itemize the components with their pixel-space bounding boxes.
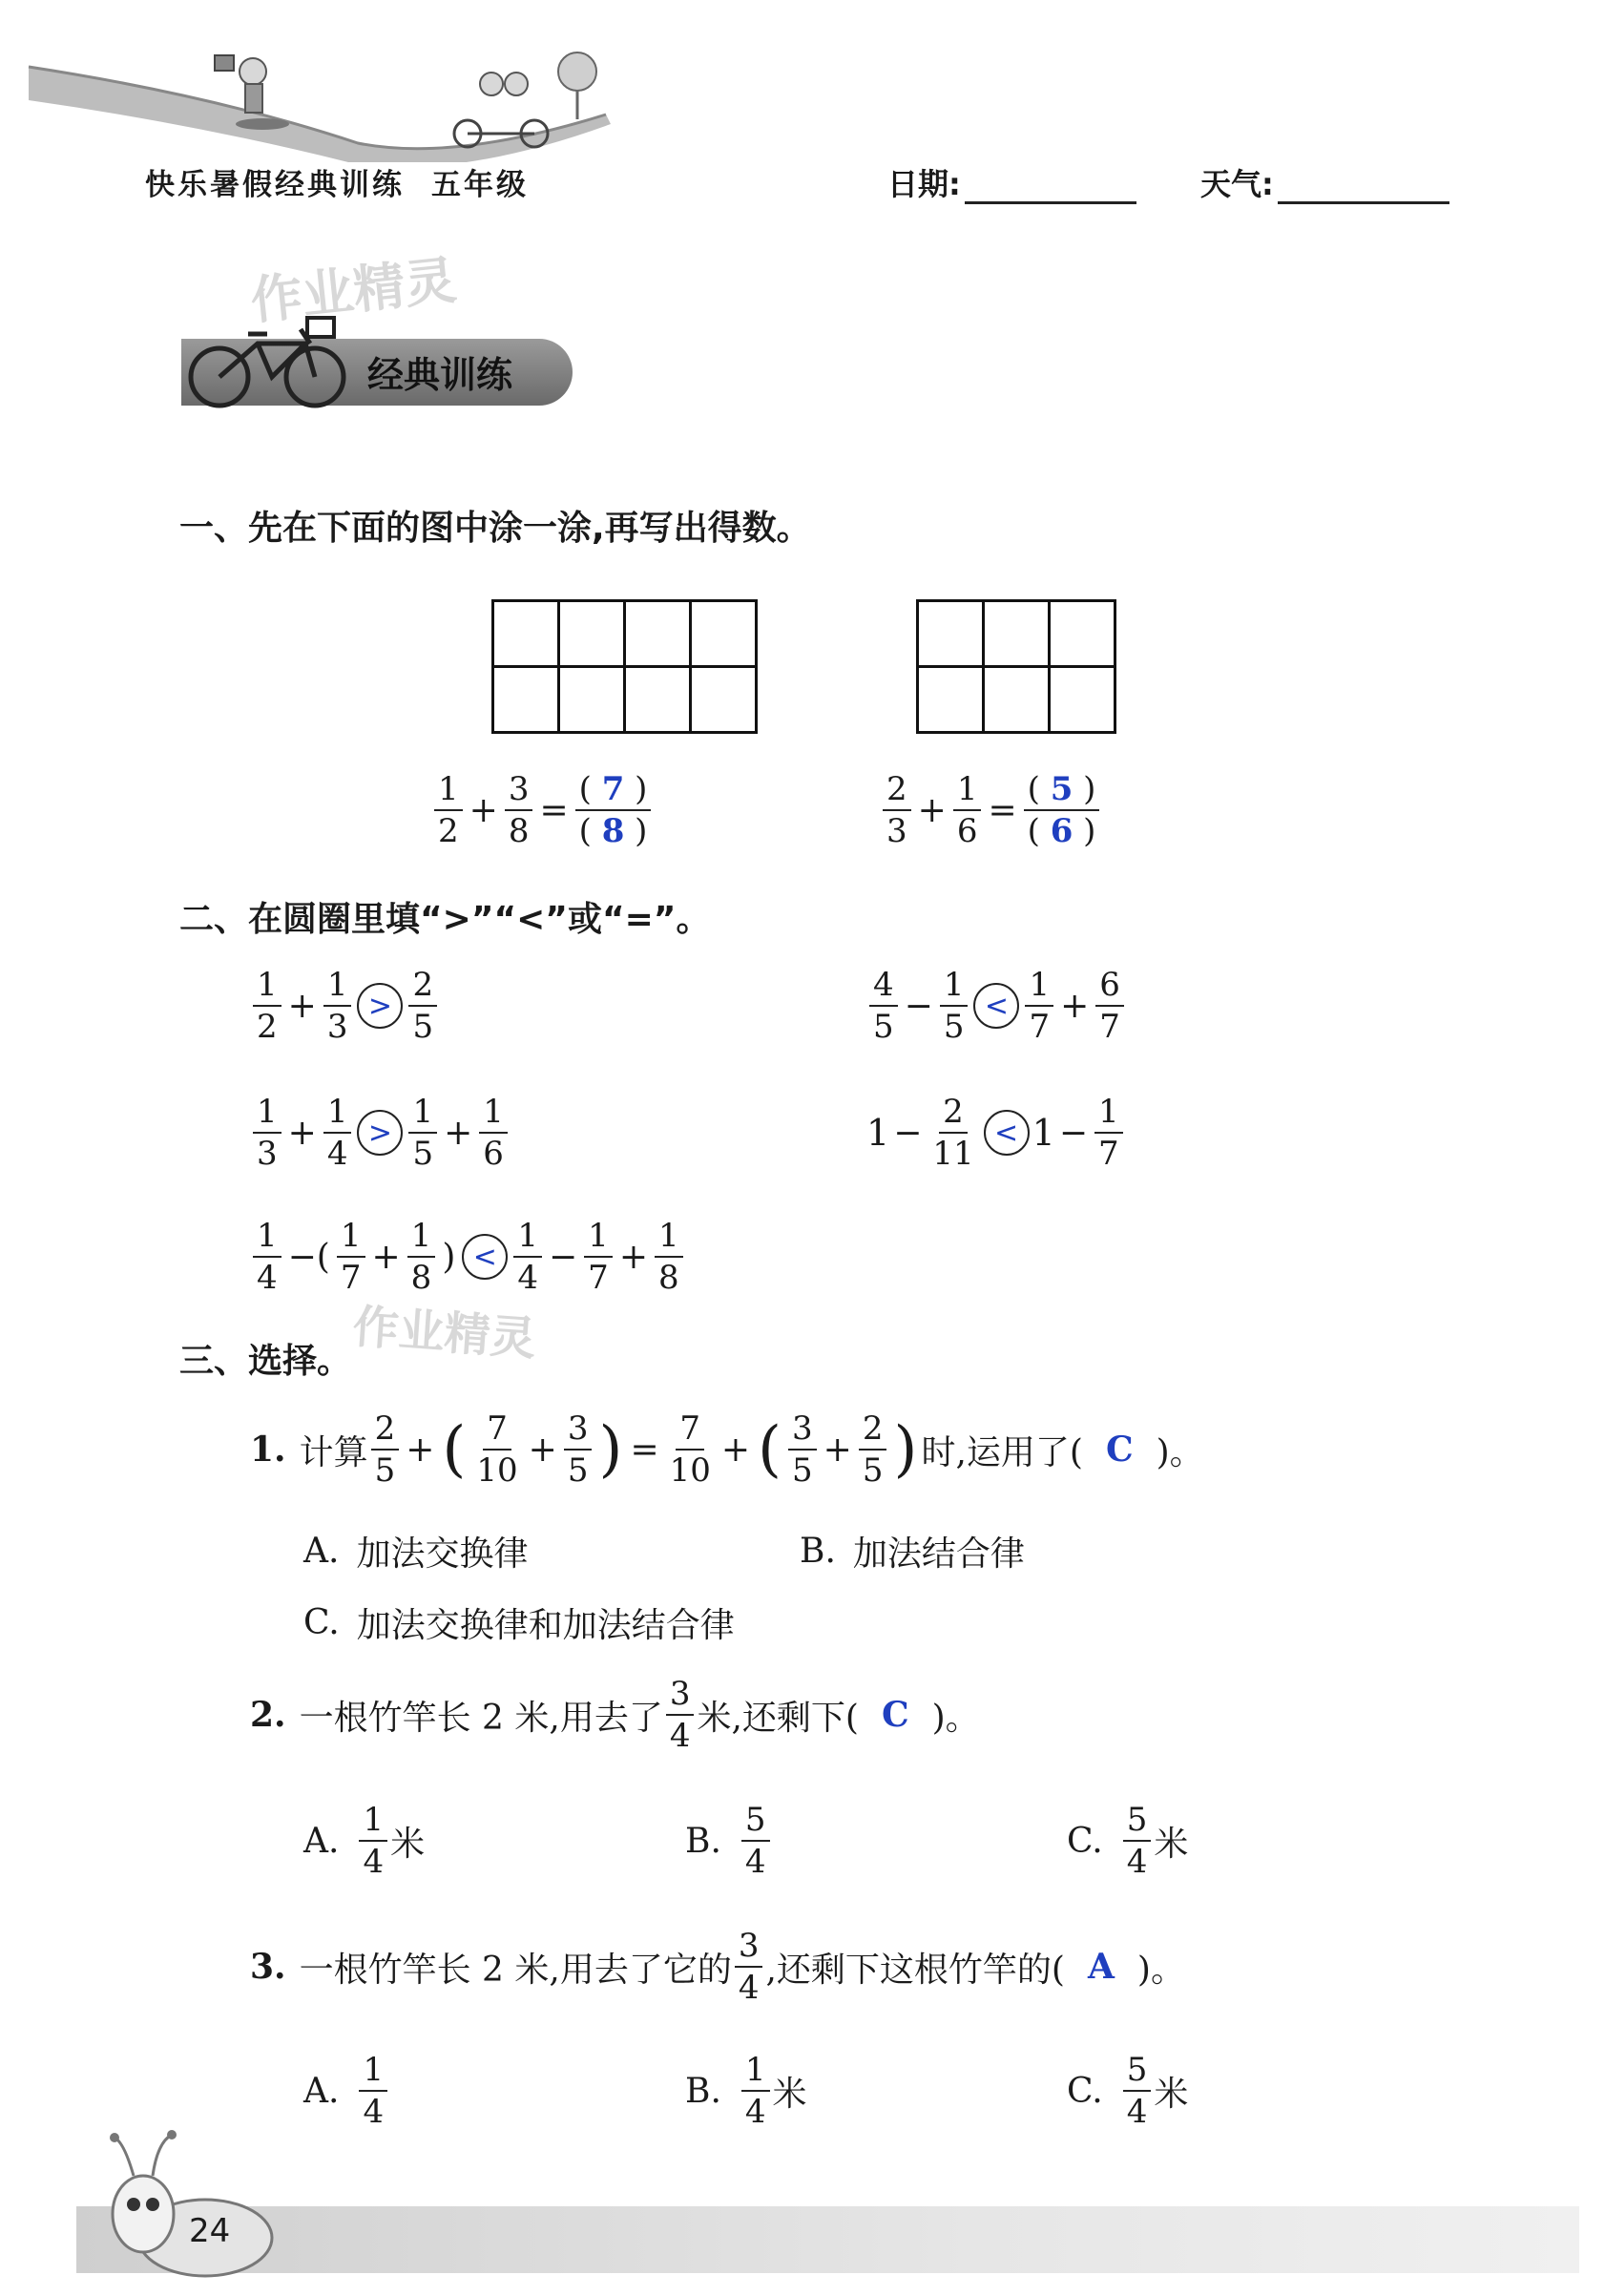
grid-2x4[interactable] [491,599,758,734]
book-title: 快乐暑假经典训练 [145,168,405,202]
fraction: $\frac{3}{8}$ [505,773,533,847]
q1-expr-1: $\frac{1}{2}$ + $\frac{3}{8}$ = $\frac{( 7 )}{( 8 )}$ [431,773,654,847]
grid-cell[interactable] [984,601,1050,667]
grid-cell[interactable] [691,601,757,667]
watermark: 作业精灵 [247,249,460,332]
compare-circle[interactable]: > [357,1110,403,1156]
weather-blank[interactable] [1278,175,1449,204]
q3-item-1: 1. 计算 $\frac{2}{5}$ + ( $\frac{7}{10}$ + $\frac{3}{5}$ ) = $\frac{7}{10}$ + ( $\frac{3}{5}$ + $\frac{2}{5}$ ) 时,运用了( C )。 [250,1409,1204,1490]
grid-cell[interactable] [493,601,559,667]
header-illustration [24,29,625,162]
answer-blank[interactable]: C [881,1695,909,1735]
q1-expr-2: $\frac{2}{3}$ + $\frac{1}{6}$ = $\frac{( 5 )}{( 6 )}$ [880,773,1102,847]
date-label: 日期: [887,166,961,202]
grid-2x3[interactable] [916,599,1116,734]
compare-circle[interactable]: < [462,1234,508,1280]
q2-row-2-left: $\frac{1}{3}$ + $\frac{1}{4}$ > $\frac{1}{5}$ + $\frac{1}{6}$ [250,1096,511,1170]
option-a[interactable]: A. $\frac{1}{4}$ 米 [303,1801,426,1881]
option-b[interactable]: B. $\frac{5}{4}$ [685,1804,773,1878]
weather-field [1200,160,1449,204]
q3-title: 三、选择。 [179,1342,352,1381]
grid-cell[interactable] [984,667,1050,733]
q2-row-1-right: $\frac{4}{5}$ − $\frac{1}{5}$ < $\frac{1}{7}$ + $\frac{6}{7}$ [866,969,1127,1043]
option-b[interactable]: B. $\frac{1}{4}$ 米 [685,2051,807,2131]
watermark-2: 作业精灵 [350,1300,538,1367]
option-a[interactable]: A. $\frac{1}{4}$ [303,2054,390,2128]
q3-item-2: 2. 一根竹竿长 2 米,用去了 $\frac{3}{4}$ 米,还剩下( C )。 [250,1675,980,1755]
grid-cell[interactable] [918,601,984,667]
grade-label: 五年级 [431,168,529,202]
option-c[interactable]: C. 加法交换律和加法结合律 [303,1603,735,1645]
footer-bar [76,2206,1579,2273]
answer-fraction[interactable]: $\frac{( 7 )}{( 8 )}$ [575,773,652,847]
grid-cell[interactable] [493,667,559,733]
answer-blank[interactable]: C [1105,1430,1134,1470]
option-c[interactable]: C. $\frac{5}{4}$ 米 [1067,1801,1189,1881]
q2-title: 二、在圆圈里填“>”“<”或“=”。 [179,900,711,939]
grid-cell[interactable] [918,667,984,733]
fraction: $\frac{2}{3}$ [883,773,911,847]
grid-cell[interactable] [559,667,625,733]
fraction: $\frac{1}{2}$ [434,773,463,847]
q2-row-2-right: 1 − $\frac{2}{11}$ < 1 − $\frac{1}{7}$ [866,1096,1126,1170]
weather-label: 天气: [1200,166,1274,202]
answer-blank[interactable]: A [1087,1947,1115,1987]
compare-circle[interactable]: < [973,983,1019,1029]
page-number: 24 [189,2212,231,2250]
grid-cell[interactable] [559,601,625,667]
date-blank[interactable] [965,175,1136,204]
q2-row-3: $\frac{1}{4}$ −( $\frac{1}{7}$ + $\frac{1}{8}$ ) < $\frac{1}{4}$ − $\frac{1}{7}$ + $\frac{1}{8}$ [250,1220,686,1294]
grid-cell[interactable] [625,667,691,733]
date-field [887,160,1136,204]
option-c[interactable]: C. $\frac{5}{4}$ 米 [1067,2051,1189,2131]
q1-title: 一、先在下面的图中涂一涂,再写出得数。 [179,509,811,548]
compare-circle[interactable]: > [357,983,403,1029]
q2-row-1-left: $\frac{1}{2}$ + $\frac{1}{3}$ > $\frac{2}{5}$ [250,969,440,1043]
option-a[interactable]: A. 加法交换律 [303,1532,529,1574]
fraction: $\frac{1}{6}$ [953,773,982,847]
compare-circle[interactable]: < [984,1110,1030,1156]
q3-item-3: 3. 一根竹竿长 2 米,用去了它的 $\frac{3}{4}$ ,还剩下这根竹竿的( A )。 [250,1927,1185,2007]
grid-cell[interactable] [1050,667,1115,733]
grid-cell[interactable] [625,601,691,667]
header-book-title [145,160,529,203]
grid-cell[interactable] [1050,601,1115,667]
snail-mascot-icon [91,2123,281,2286]
bicycle-icon [181,310,372,415]
option-b[interactable]: B. 加法结合律 [800,1532,1025,1574]
grid-cell[interactable] [691,667,757,733]
section-banner-text: 经典训练 [367,354,513,396]
answer-fraction[interactable]: $\frac{( 5 )}{( 6 )}$ [1024,773,1100,847]
